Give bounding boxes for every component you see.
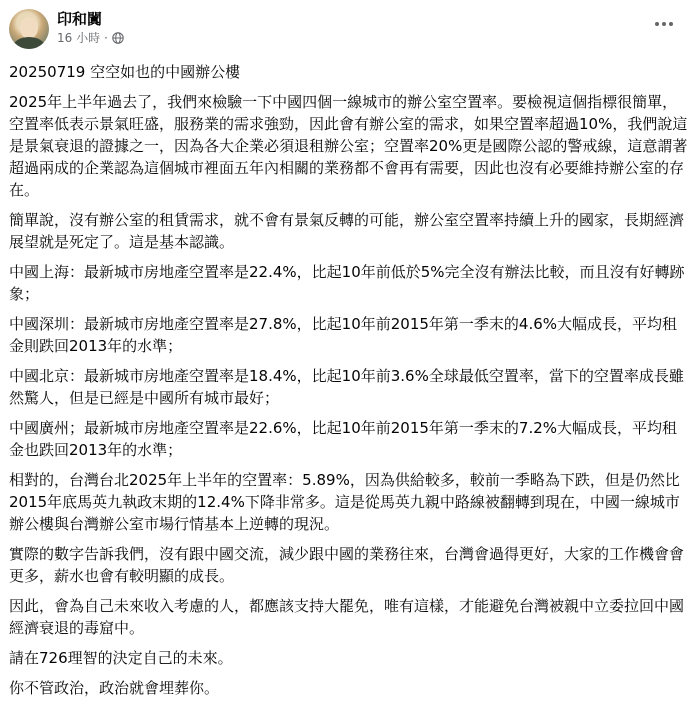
post-paragraph: 中國北京：最新城市房地產空置率是18.4%，比起10年前3.6%全球最低空置率，當下的空置率成長雖然驚人，但是已經是中國所有城市最好；	[9, 367, 684, 407]
more-options-dot	[662, 22, 666, 26]
post-paragraph: 中國上海：最新城市房地產空置率是22.4%，比起10年前低於5%完全沒有辦法比較，而且沒有好轉跡象；	[9, 263, 685, 303]
post-body	[9, 61, 689, 707]
author-avatar[interactable]	[9, 9, 49, 49]
more-options-icon	[655, 22, 659, 26]
globe-icon[interactable]	[112, 32, 124, 44]
post-paragraph: 實際的數字告訴我們，沒有跟中國交流，減少跟中國的業務往來，台灣會過得更好，大家的工作機會會更多，薪水也會有較明顯的成長。	[9, 545, 685, 585]
more-options-button[interactable]	[652, 14, 676, 34]
post-paragraph: 相對的，台灣台北2025年上半年的空置率：5.89%，因為供給較多，較前一季略為下跌，但是仍然比2015年底馬英九執政末期的12.4%下降非常多。這是從馬英九親中路線被翻轉到現在，中國一線城市辦公樓與台灣辦公室市場行情基本上逆轉的現況。	[9, 471, 680, 533]
post-meta	[57, 30, 124, 46]
meta-separator: ·	[104, 31, 108, 45]
more-options-dot	[669, 22, 673, 26]
post-time[interactable]: 16 小時	[57, 31, 101, 45]
avatar-shoulders	[13, 37, 45, 49]
post-paragraph: 因此，會為自己未來收入考慮的人，都應該支持大罷免，唯有這樣，才能避免台灣被親中立委拉回中國經濟衰退的毒窟中。	[9, 597, 685, 637]
post-paragraph: 簡單說，沒有辦公室的租賃需求，就不會有景氣反轉的可能，辦公室空置率持續上升的國家，長期經濟展望就是死定了。這是基本認識。	[9, 211, 685, 251]
post-paragraph: 請在726理智的決定自己的未來。	[9, 649, 233, 667]
post-paragraph: 你不管政治，政治就會埋葬你。	[9, 679, 220, 697]
post-paragraph: 2025年上半年過去了，我們來檢驗一下中國四個一線城市的辦公室空置率。要檢視這個指標很簡單，空置率低表示景氣旺盛，服務業的需求強勁，因此會有辦公室的需求，如果空置率超過10%，我們說這是景氣衰退的證據之一，因為各大企業必須退租辦公室；空置率20%更是國際公認的警戒線，這意謂著超過兩成的企業認為這個城市裡面五年內相關的業務都不會再有需要，因此也沒有必要維持辦公室的存在。	[9, 93, 688, 199]
post-paragraph: 中國廣州；最新城市房地產空置率是22.6%，比起10年前2015年第一季末的7.2%大幅成長，平均租金也跌回2013年的水準；	[9, 419, 678, 459]
author-name[interactable]: 印和闐	[57, 10, 103, 28]
avatar-face	[20, 17, 38, 39]
post-paragraph: 中國深圳：最新城市房地產空置率是27.8%，比起10年前2015年第一季末的4.6%大幅成長，平均租金則跌回2013年的水準；	[9, 315, 678, 355]
post-title: 20250719 空空如也的中國辦公樓	[9, 63, 241, 81]
